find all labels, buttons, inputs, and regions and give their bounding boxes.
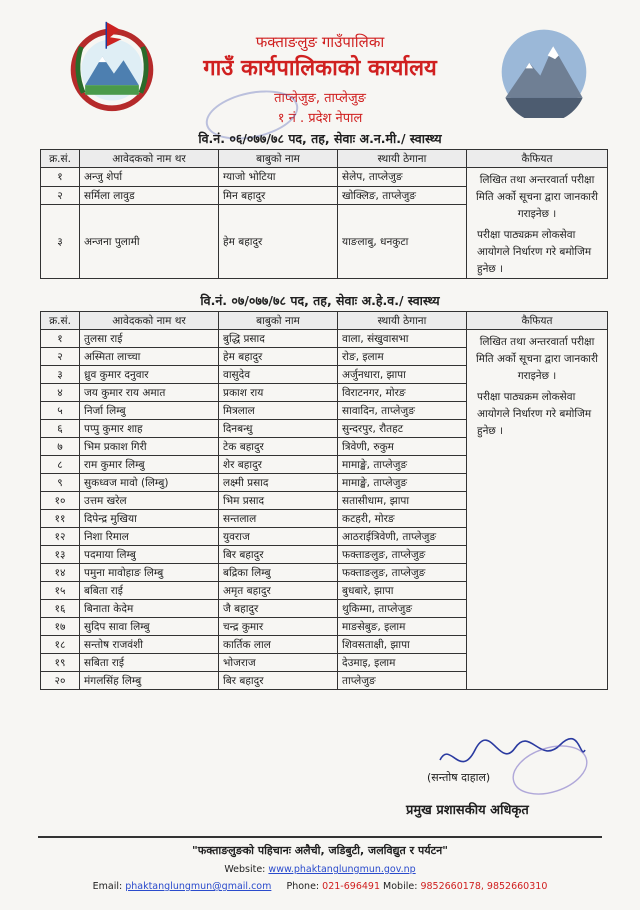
table-row [41, 330, 608, 348]
office-name: गाउँ कार्यपालिकाको कार्यालय [203, 56, 437, 81]
col-header-name: आवेदकको नाम थर [80, 150, 219, 168]
section1-title: वि.नं. ०६/०७७/७८ पद, तह, सेवाः अ.न.मी./ स्वास्थ्य [198, 131, 442, 146]
cell-name: अन्जु शेर्पा [80, 168, 219, 187]
cell-father: टेक बहादुर [219, 438, 338, 456]
phone-number: 021-696491 [322, 881, 380, 892]
cell-address: कटहरी, मोरङ [338, 510, 467, 528]
cell-name: सबिता राई [80, 654, 219, 672]
cell-father: मिन बहादुर [219, 186, 338, 205]
col-header-remarks: कैफियत [467, 150, 608, 168]
cell-father: दिनबन्धु [219, 420, 338, 438]
signatory-name: (सन्तोष दाहाल) [427, 771, 491, 784]
cell-name: अस्मिता लाच्चा [80, 348, 219, 366]
cell-name: राम कुमार लिम्बु [80, 456, 219, 474]
remarks-syllabus: परीक्षा पाठ्यक्रम लोकसेवा आयोगले निर्धारण गरे बमोजिम हुनेछ । [477, 391, 592, 437]
cell-address: त्रिवेणी, रुकुम [338, 438, 467, 456]
cell-address: माङसेबुङ, इलाम [338, 618, 467, 636]
footer-divider [38, 836, 602, 838]
cell-sn: १ [41, 168, 80, 187]
cell-sn: १५ [41, 582, 80, 600]
cell-address: अर्जुनधारा, झापा [338, 366, 467, 384]
cell-name: निर्जा लिम्बु [80, 402, 219, 420]
cell-name: बिनाता केदेम [80, 600, 219, 618]
cell-sn: ९ [41, 474, 80, 492]
cell-father: युवराज [219, 528, 338, 546]
cell-name: भिम प्रकाश गिरी [80, 438, 219, 456]
cell-name: जय कुमार राय अमात [80, 384, 219, 402]
municipality-name: फक्ताङलुङ गाउँपालिका [255, 33, 385, 51]
cell-sn: ११ [41, 510, 80, 528]
col-header-sn: क्र.सं. [41, 312, 80, 330]
cell-name: पप्पु कुमार शाह [80, 420, 219, 438]
cell-father: वासुदेव [219, 366, 338, 384]
cell-address: वाला, संखुवासभा [338, 330, 467, 348]
section2-table [40, 311, 608, 690]
cell-sn: १ [41, 330, 80, 348]
cell-sn: २ [41, 348, 80, 366]
cell-father: कार्तिक लाल [219, 636, 338, 654]
cell-father: हेम बहादुर [219, 205, 338, 279]
cell-sn: ६ [41, 420, 80, 438]
cell-name: सुकध्वज मावो (लिम्बु) [80, 474, 219, 492]
col-header-sn: क्र.सं. [41, 150, 80, 168]
cell-name: दिपेन्द्र मुखिया [80, 510, 219, 528]
cell-address: थुकिम्मा, ताप्लेजुङ [338, 600, 467, 618]
cell-father: भिम प्रसाद [219, 492, 338, 510]
cell-address: फक्ताङलुङ, ताप्लेजुङ [338, 564, 467, 582]
cell-sn: २ [41, 186, 80, 205]
table-header-row [41, 312, 608, 330]
cell-name: सन्तोष राजवंशी [80, 636, 219, 654]
cell-address: सावादिन, ताप्लेजुङ [338, 402, 467, 420]
cell-father: जै बहादुर [219, 600, 338, 618]
website-label: Website: [224, 864, 266, 875]
cell-name: ध्रुव कुमार दनुवार [80, 366, 219, 384]
mobile-number: 9852660178, 9852660310 [420, 881, 548, 892]
office-address: ताप्लेजुङ, ताप्लेजुङ [274, 91, 366, 106]
cell-name: अन्जना पुलामी [80, 205, 219, 279]
cell-father: ग्याजो भोटिया [219, 168, 338, 187]
cell-address: फक्ताङलुङ, ताप्लेजुङ [338, 546, 467, 564]
cell-address: रोङ, इलाम [338, 348, 467, 366]
cell-father: बद्रिका लिम्बु [219, 564, 338, 582]
cell-sn: १४ [41, 564, 80, 582]
cell-address: आठराईत्रिवेणी, ताप्लेजुङ [338, 528, 467, 546]
phone-label: Phone: [286, 881, 320, 892]
cell-sn: १८ [41, 636, 80, 654]
remarks-exam-date: लिखित तथा अन्तरवार्ता परीक्षा मिति अर्को सूचना द्वारा जानकारी गराइनेछ । [475, 174, 599, 220]
signatory-title: प्रमुख प्रशासकीय अधिकृत [406, 803, 529, 818]
footer-website-line [0, 864, 640, 875]
cell-father: बिर बहादुर [219, 672, 338, 690]
table-row [41, 168, 608, 187]
col-header-father: बाबुको नाम [219, 312, 338, 330]
cell-address: मामाङ्खे, ताप्लेजुङ [338, 474, 467, 492]
section2-title: वि.नं. ०७/०७७/७८ पद, तह, सेवाः अ.हे.व./ स्वास्थ्य [200, 293, 440, 308]
footer-contact-line [0, 881, 640, 892]
cell-address: सतासीधाम, झापा [338, 492, 467, 510]
cell-father: चन्द्र कुमार [219, 618, 338, 636]
cell-address: शिवसताक्षी, झापा [338, 636, 467, 654]
cell-father: सन्तलाल [219, 510, 338, 528]
section1-table [40, 149, 608, 279]
cell-address: सुन्दरपुर, रौतहट [338, 420, 467, 438]
cell-sn: ८ [41, 456, 80, 474]
cell-father: बिर बहादुर [219, 546, 338, 564]
email-link[interactable]: phaktanglungmun@gmail.com [125, 881, 272, 892]
remarks-cell [467, 168, 608, 279]
cell-sn: १२ [41, 528, 80, 546]
cell-sn: ७ [41, 438, 80, 456]
footer-motto: "फक्ताङलुङको पहिचानः अलैची, जडिबुटी, जलविद्युत र पर्यटन" [192, 844, 448, 857]
cell-name: उत्तम खरेल [80, 492, 219, 510]
col-header-remarks: कैफियत [467, 312, 608, 330]
cell-sn: ३ [41, 205, 80, 279]
col-header-address: स्थायी ठेगाना [338, 312, 467, 330]
col-header-father: बाबुको नाम [219, 150, 338, 168]
remarks-cell [467, 330, 608, 690]
remarks-syllabus: परीक्षा पाठ्यक्रम लोकसेवा आयोगले निर्धारण गरे बमोजिम हुनेछ । [477, 229, 592, 275]
col-header-name: आवेदकको नाम थर [80, 312, 219, 330]
cell-father: बुद्धि प्रसाद [219, 330, 338, 348]
cell-name: निशा रिमाल [80, 528, 219, 546]
website-link[interactable]: www.phaktanglungmun.gov.np [268, 864, 416, 875]
cell-father: लक्ष्मी प्रसाद [219, 474, 338, 492]
cell-name: पदमाया लिम्बु [80, 546, 219, 564]
cell-address: सेलेप, ताप्लेजुङ [338, 168, 467, 187]
cell-name: सुदिप सावा लिम्बु [80, 618, 219, 636]
cell-sn: १७ [41, 618, 80, 636]
cell-name: पमुना मावोहाङ लिम्बु [80, 564, 219, 582]
cell-father: प्रकाश राय [219, 384, 338, 402]
cell-sn: ४ [41, 384, 80, 402]
cell-father: अमृत बहादुर [219, 582, 338, 600]
mobile-label: Mobile: [383, 881, 418, 892]
cell-father: हेम बहादुर [219, 348, 338, 366]
cell-sn: २० [41, 672, 80, 690]
cell-name: बबिता राई [80, 582, 219, 600]
email-label: Email: [92, 881, 123, 892]
cell-sn: ३ [41, 366, 80, 384]
cell-father: भोजराज [219, 654, 338, 672]
cell-father: शेर बहादुर [219, 456, 338, 474]
signature-mark-icon [420, 730, 590, 800]
cell-sn: ५ [41, 402, 80, 420]
cell-sn: १३ [41, 546, 80, 564]
cell-address: याङलाबु, धनकुटा [338, 205, 467, 279]
cell-sn: १० [41, 492, 80, 510]
province-line: १ नं . प्रदेश नेपाल [277, 111, 363, 126]
remarks-exam-date: लिखित तथा अन्तरवार्ता परीक्षा मिति अर्को सूचना द्वारा जानकारी गराइनेछ । [475, 336, 599, 382]
cell-address: खोक्लिङ, ताप्लेजुङ [338, 186, 467, 205]
cell-address: मामाङ्खे, ताप्लेजुङ [338, 456, 467, 474]
cell-name: तुलसा राई [80, 330, 219, 348]
cell-address: ताप्लेजुङ [338, 672, 467, 690]
cell-sn: १९ [41, 654, 80, 672]
cell-father: मित्रलाल [219, 402, 338, 420]
cell-name: मंगलसिंह लिम्बु [80, 672, 219, 690]
cell-address: देउमाइ, इलाम [338, 654, 467, 672]
cell-address: विराटनगर, मोरङ [338, 384, 467, 402]
cell-sn: १६ [41, 600, 80, 618]
cell-address: बुधबारे, झापा [338, 582, 467, 600]
cell-name: सर्मिला लावुड [80, 186, 219, 205]
col-header-address: स्थायी ठेगाना [338, 150, 467, 168]
table-header-row [41, 150, 608, 168]
